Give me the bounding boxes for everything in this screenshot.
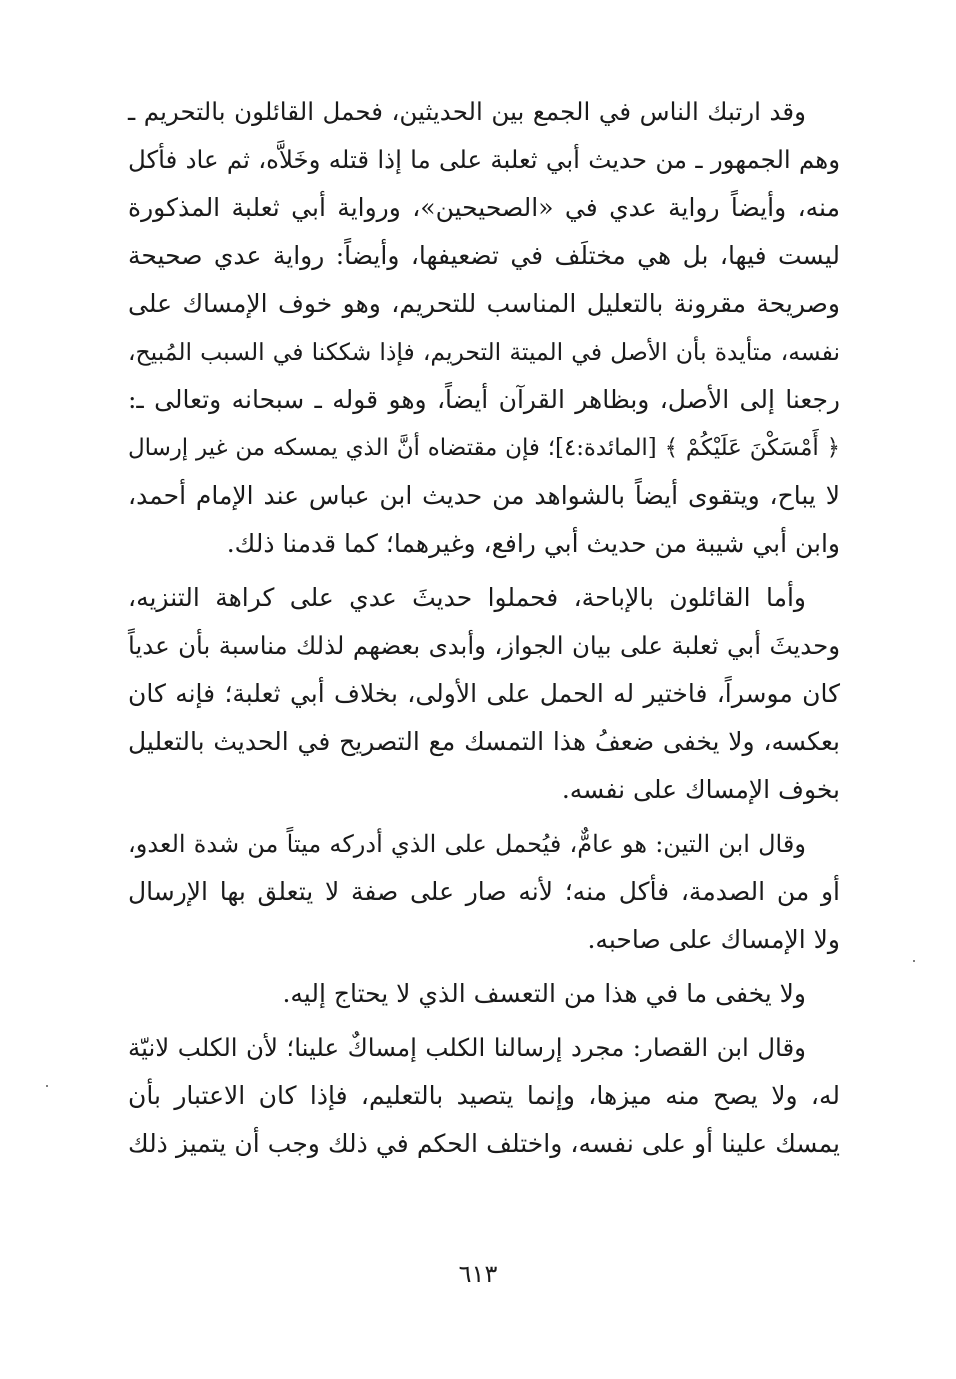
text-line: منه، وأيضاً رواية عدي في «الصحيحين»، ورواية أبي ثعلبة المذكورة [128, 193, 840, 222]
text-line: ﴿ أَمْسَكْنَ عَلَيْكُمْ ﴾ [المائدة:٤]؛ فإن مقتضاه أنَّ الذي يمسكه من غير إرسال [128, 435, 841, 461]
text-line: وحديثَ أبي ثعلبة على بيان الجواز، وأبدى بعضهم لذلك مناسبة بأن عدياً [128, 631, 840, 660]
text-line: وقد ارتبك الناس في الجمع بين الحديثين، فحمل القائلون بالتحريم ـ [128, 97, 806, 126]
page-number: ٦١٣ [458, 1260, 498, 1288]
text-line: لا يباح، ويتقوى أيضاً بالشواهد من حديث ابن عباس عند الإمام أحمد، [128, 481, 840, 510]
text-line: وقال ابن التين: هو عامٌّ، فيُحمل على الذي أدركه ميتاً من شدة العدو، [128, 830, 806, 858]
text-line: له، ولا يصح منه ميزها، وإنما يتصيد بالتعليم، فإذا كان الاعتبار بأن [128, 1081, 840, 1110]
paragraph-5 [128, 1024, 840, 1168]
text-line: بعكسه، ولا يخفى ضعفُ هذا التمسك مع التصريح في الحديث بالتعليل [128, 727, 840, 756]
scan-speck [913, 960, 915, 962]
scan-speck [46, 1085, 48, 1087]
text-line: رجعنا إلى الأصل، وبظاهر القرآن أيضاً، وهو قوله ـ سبحانه وتعالى ـ: [128, 385, 840, 414]
text-line: ليست فيها، بل هي مختلَف في تضعيفها، وأيضاً: رواية عدي صحيحة [128, 241, 840, 270]
text-line: يمسك علينا أو على نفسه، واختلف الحكم في ذلك وجب أن يتميز ذلك [128, 1129, 840, 1158]
text-line: وهم الجمهور ـ من حديث أبي ثعلبة على ما إذا قتله وخَلاَّه، ثم عاد فأكل [128, 145, 840, 174]
text-line: أو من الصدمة، فأكل منه؛ لأنه صار على صفة لا يتعلق بها الإرسال [128, 877, 840, 906]
text-line: نفسه، متأيدة بأن الأصل في الميتة التحريم، فإذا شككنا في السبب المُبيح، [128, 338, 840, 366]
text-line: وأما القائلون بالإباحة، فحملوا حديثَ عدي على كراهة التنزيه، [128, 583, 806, 612]
body-text [128, 88, 840, 1168]
paragraph-4 [128, 970, 840, 1018]
text-line: كان موسراً، فاختير له الحمل على الأولى، بخلاف أبي ثعلبة؛ فإنه كان [128, 679, 840, 708]
text-line: ولا يخفى ما في هذا من التعسف الذي لا يحتاج إليه. [282, 979, 806, 1008]
text-line: وصريحة مقرونة بالتعليل المناسب للتحريم، وهو خوف الإمساك على [128, 289, 840, 318]
text-line: بخوف الإمساك على نفسه. [561, 775, 840, 804]
paragraph-3 [128, 820, 840, 964]
text-line: ولا الإمساك على صاحبه. [587, 925, 840, 954]
paragraph-2 [128, 574, 840, 814]
text-line: وابن أبي شيبة من حديث أبي رافع، وغيرهما؛ كما قدمنا ذلك. [226, 529, 840, 558]
text-line: وقال ابن القصار: مجرد إرسالنا الكلب إمساكٌ علينا؛ لأن الكلب لانيّة [128, 1033, 806, 1062]
paragraph-1 [128, 88, 840, 568]
